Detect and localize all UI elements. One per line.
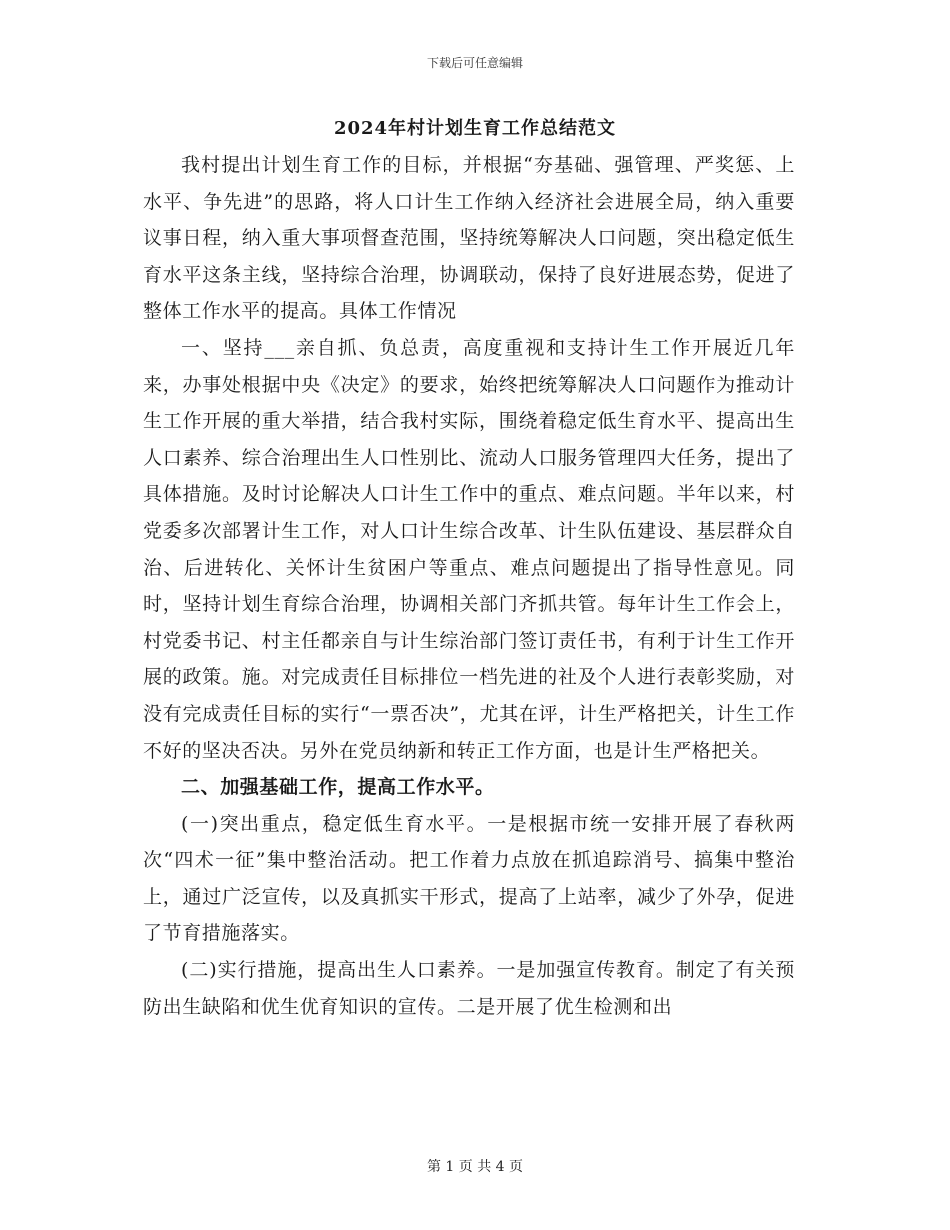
paragraph-subsection-1: (一)突出重点，稳定低生育水平。一是根据市统一安排开展了春秋两次“四术一征”集中整治活动。把工作着力点放在抓追踪消号、搞集中整治上，通过广泛宣传，以及真抓实干形式，提高了上站率，减少了外孕，促进了节育措施落实。 [143,812,795,945]
page-footer-number: 第 1 页 共 4 页 [426,1159,524,1175]
page-header-note: 下载后可任意编辑 [426,56,523,70]
paragraph-section-one: 一、坚持___亲自抓、负总责，高度重视和支持计生工作开展近几年来，办事处根据中央《决定》的要求，始终把统筹解决人口问题作为推动计生工作开展的重大举措，结合我村实际，围绕着稳定低生育水平、提高出生人口素养、综合治理出生人口性别比、流动人口服务管理四大任务，提出了具体措施。及时讨论解决人口计生工作中的重点、难点问题。半年以来，村党委多次部署计生工作，对人口计生综合改革、计生队伍建设、基层群众自治、后进转化、关怀计生贫困户等重点、难点问题提出了指导性意见。同时，坚持计划生育综合治理，协调相关部门齐抓共管。每年计生工作会上，村党委书记、村主任都亲自与计生综治部门签订责任书，有利于计生工作开展的政策。施。对完成责任目标排位一档先进的社及个人进行表彰奖励，对没有完成责任目标的实行“一票否决”，尤其在评，计生严格把关，计生工作不好的坚决否决。另外在党员纳新和转正工作方面，也是计生严格把关。 [143,336,795,762]
document-title: 2024年村计划生育工作总结范文 [333,118,617,139]
section-heading-two: 二、加强基础工作，提高工作水平。 [181,776,495,799]
document-body [143,147,795,1025]
paragraph-intro: 我村提出计划生育工作的目标，并根据“夯基础、强管理、严奖惩、上水平、争先进”的思路，将人口计生工作纳入经济社会进展全局，纳入重要议事日程，纳入重大事项督查范围，坚持统筹解决人口问题，突出稳定低生育水平这条主线，坚持综合治理，协调联动，保持了良好进展态势，促进了整体工作水平的提高。具体工作情况 [143,154,795,323]
paragraph-subsection-2: (二)实行措施，提高出生人口素养。一是加强宣传教育。制定了有关预防出生缺陷和优生优育知识的宣传。二是开展了优生检测和出 [143,959,795,1018]
